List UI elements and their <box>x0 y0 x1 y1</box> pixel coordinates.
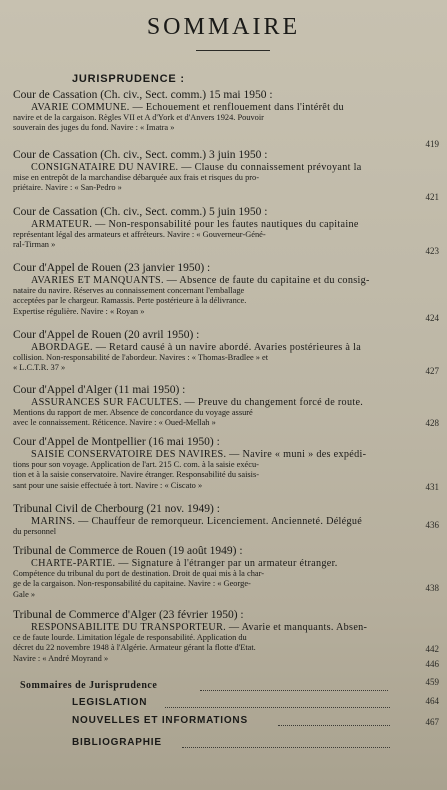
entry-line: acceptées par le chargeur. Ramassis. Perte postérieure à la délivrance. <box>13 296 247 306</box>
page-number: 423 <box>425 246 439 256</box>
entry-subject: ABORDAGE. — Retard causé à un navire abordé. Avaries postérieures à la <box>31 342 362 353</box>
page-number: 427 <box>425 366 439 376</box>
court-heading: Cour de Cassation (Ch. civ., Sect. comm.) 15 mai 1950 : <box>13 89 273 101</box>
entry-line: représentant légal des armateurs et affréteurs. Navire : « Gouverneur-Géné- <box>13 230 266 239</box>
leader-dots <box>200 690 388 691</box>
entry-subject: ASSURANCES SUR FACULTES. — Preuve du changement forcé de route. <box>31 397 364 408</box>
entry-subject: AVARIE COMMUNE. — Echouement et renflouement dans l'intérêt du <box>31 102 344 113</box>
leader-dots <box>182 747 390 748</box>
court-heading: Cour d'Appel de Montpellier (16 mai 1950) : <box>13 436 220 448</box>
entry-line: priétaire. Navire : « San-Pedro » <box>13 183 122 193</box>
page-number: 442 <box>425 644 439 654</box>
entry-line: Expertise régulière. Navire : « Royan » <box>13 306 145 316</box>
page-number: 459 <box>425 677 439 687</box>
entry-line: « L.C.T.R. 37 » <box>13 363 66 373</box>
toc-entry <box>13 329 403 374</box>
leader-dots <box>278 725 390 726</box>
court-heading: Cour d'Appel d'Alger (11 mai 1950) : <box>13 384 186 396</box>
page-number: 424 <box>425 313 439 323</box>
page-number: 446 <box>425 659 439 669</box>
page-number: 419 <box>425 139 439 149</box>
entry-subject: SAISIE CONSERVATOIRE DES NAVIRES. — Navire « muni » des expédi- <box>31 449 367 460</box>
entry-line: ral-Tirman » <box>13 240 56 250</box>
entry-line: Compétence du tribunal du port de destination. Droit de quai mis à la char- <box>13 569 265 578</box>
toc-entry <box>13 503 403 537</box>
entry-line: ge de la cargaison. Non-responsabilité du capitaine. Navire : « George- <box>13 579 251 589</box>
toc-entry <box>13 609 403 664</box>
nouvelles-label: NOUVELLES ET INFORMATIONS <box>72 715 248 726</box>
entry-subject: AVARIES ET MANQUANTS. — Absence de faute du capitaine et du consig- <box>31 275 370 286</box>
entry-line: décret du 22 novembre 1948 à l'Algérie. Armateur gérant la flotte d'Etat. <box>13 643 256 653</box>
toc-entry <box>13 149 403 194</box>
entry-line: navire et de la cargaison. Règles VII et A d'York et d'Anvers 1924. Pouvoir <box>13 113 264 122</box>
toc-entry <box>13 545 403 600</box>
entry-line: tions pour son voyage. Application de l'art. 215 C. com. à la saisie exécu- <box>13 460 259 469</box>
court-heading: Cour de Cassation (Ch. civ., Sect. comm.) 3 juin 1950 : <box>13 149 268 161</box>
page-number: 464 <box>425 696 439 706</box>
entry-line: du personnel <box>13 527 57 536</box>
court-heading: Tribunal de Commerce d'Alger (23 février 1950) : <box>13 609 244 621</box>
legislation-label: LEGISLATION <box>72 697 148 708</box>
entry-line: avec le connaissement. Réticence. Navire : « Oued-Mellah » <box>13 418 216 428</box>
court-heading: Cour d'Appel de Rouen (23 janvier 1950) : <box>13 262 211 274</box>
page-number: 438 <box>425 583 439 593</box>
entry-subject: RESPONSABILITE DU TRANSPORTEUR. — Avarie et manquants. Absen- <box>31 622 368 633</box>
page-number: 467 <box>425 717 439 727</box>
toc-entry <box>13 384 403 429</box>
title-rule <box>196 50 270 51</box>
section-heading: JURISPRUDENCE : <box>72 73 185 85</box>
page-number: 428 <box>425 418 439 428</box>
entry-subject: CHARTE-PARTIE. — Signature à l'étranger par un armateur étranger. <box>31 558 338 569</box>
entry-line: souverain des juges du fond. Navire : « Imatra » <box>13 123 175 133</box>
toc-entry <box>13 206 403 251</box>
entry-subject: CONSIGNATAIRE DU NAVIRE. — Clause du connaissement prévoyant la <box>31 162 362 173</box>
entry-line: tion et à la saisie conservatoire. Navire étranger. Responsabilité du saisis- <box>13 470 260 480</box>
sommaires-label: Sommaires de Jurisprudence <box>20 680 158 691</box>
entry-line: collision. Non-responsabilité de l'abordeur. Navires : « Thomas-Bradlee » et <box>13 353 269 362</box>
entry-line: Navire : « André Moyrand » <box>13 653 109 663</box>
bibliographie-label: BIBLIOGRAPHIE <box>72 737 162 748</box>
entry-line: Gale » <box>13 589 36 599</box>
page-number: 436 <box>425 520 439 530</box>
court-heading: Tribunal de Commerce de Rouen (19 août 1949) : <box>13 545 243 557</box>
toc-entry <box>13 262 403 317</box>
entry-subject: ARMATEUR. — Non-responsabilité pour les fautes nautiques du capitaine <box>31 219 359 230</box>
court-heading: Cour d'Appel de Rouen (20 avril 1950) : <box>13 329 200 341</box>
page-number: 421 <box>425 192 439 202</box>
entry-line: nataire du navire. Réserves au connaissement concernant l'emballage <box>13 286 245 295</box>
toc-entry <box>13 89 403 134</box>
entry-subject: MARINS. — Chauffeur de remorqueur. Licenciement. Ancienneté. Délégué <box>31 516 363 527</box>
entry-line: Mentions du rapport de mer. Absence de concordance du voyage assuré <box>13 408 253 417</box>
page-title: SOMMAIRE <box>146 14 301 40</box>
entry-line: sant pour une saisie effectuée à tort. Navire : « Ciscato » <box>13 480 203 490</box>
leader-dots <box>165 707 390 708</box>
entry-line: mise en entrepôt de la marchandise débarquée aux frais et risques du pro- <box>13 173 260 182</box>
entry-line: ce de faute lourde. Limitation légale de responsabilité. Application du <box>13 633 247 642</box>
page-number: 431 <box>425 482 439 492</box>
court-heading: Cour de Cassation (Ch. civ., Sect. comm.) 5 juin 1950 : <box>13 206 268 218</box>
toc-entry <box>13 436 403 491</box>
court-heading: Tribunal Civil de Cherbourg (21 nov. 1949) : <box>13 503 220 515</box>
